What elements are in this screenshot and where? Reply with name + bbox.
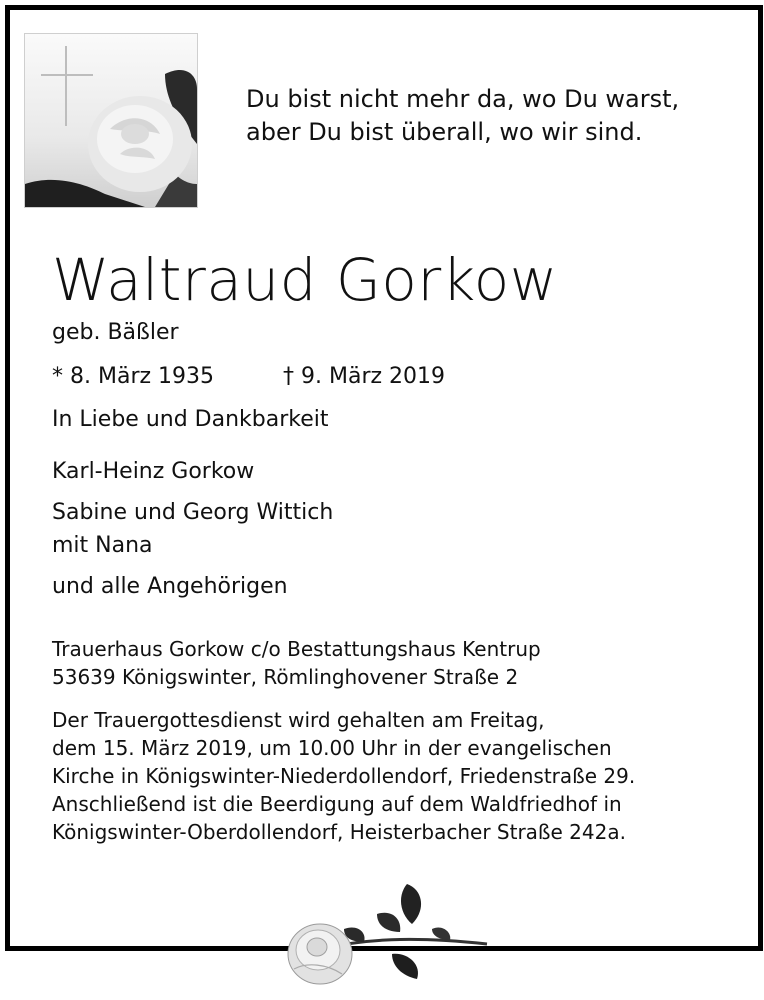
- mourner-name: Sabine und Georg Wittich: [52, 500, 334, 525]
- deceased-name: Waltraud Gorkow: [52, 246, 558, 314]
- service-line: Der Trauergottesdienst wird gehalten am Freitag,: [52, 708, 545, 732]
- mourner-name: mit Nana: [52, 533, 153, 558]
- death-date: † 9. März 2019: [283, 364, 446, 389]
- quote-line: Du bist nicht mehr da, wo Du warst,: [246, 85, 680, 113]
- cross-rose-illustration: [25, 34, 197, 207]
- mourner-name: und alle Angehörigen: [52, 574, 288, 599]
- quote-line: aber Du bist überall, wo wir sind.: [246, 118, 643, 146]
- birth-date: * 8. März 1935: [52, 364, 215, 389]
- cross-icon: [65, 46, 67, 126]
- service-line: dem 15. März 2019, um 10.00 Uhr in der evangelischen: [52, 736, 612, 760]
- address-line: 53639 Königswinter, Römlinghovener Straße 2: [52, 665, 519, 689]
- memorial-quote: [246, 83, 679, 149]
- address-line: Trauerhaus Gorkow c/o Bestattungshaus Kentrup: [52, 637, 541, 661]
- cross-and-rose-photo: [24, 33, 198, 208]
- mourners-intro: In Liebe und Dankbarkeit: [52, 407, 329, 432]
- birth-name: geb. Bäßler: [52, 320, 179, 345]
- service-line: Kirche in Königswinter-Niederdollendorf, Friedenstraße 29.: [52, 764, 636, 788]
- mourner-name: Karl-Heinz Gorkow: [52, 459, 255, 484]
- rose-icon: [282, 874, 492, 994]
- service-line: Anschließend ist die Beerdigung auf dem Waldfriedhof in: [52, 792, 622, 816]
- service-line: Königswinter-Oberdollendorf, Heisterbacher Straße 242a.: [52, 820, 626, 844]
